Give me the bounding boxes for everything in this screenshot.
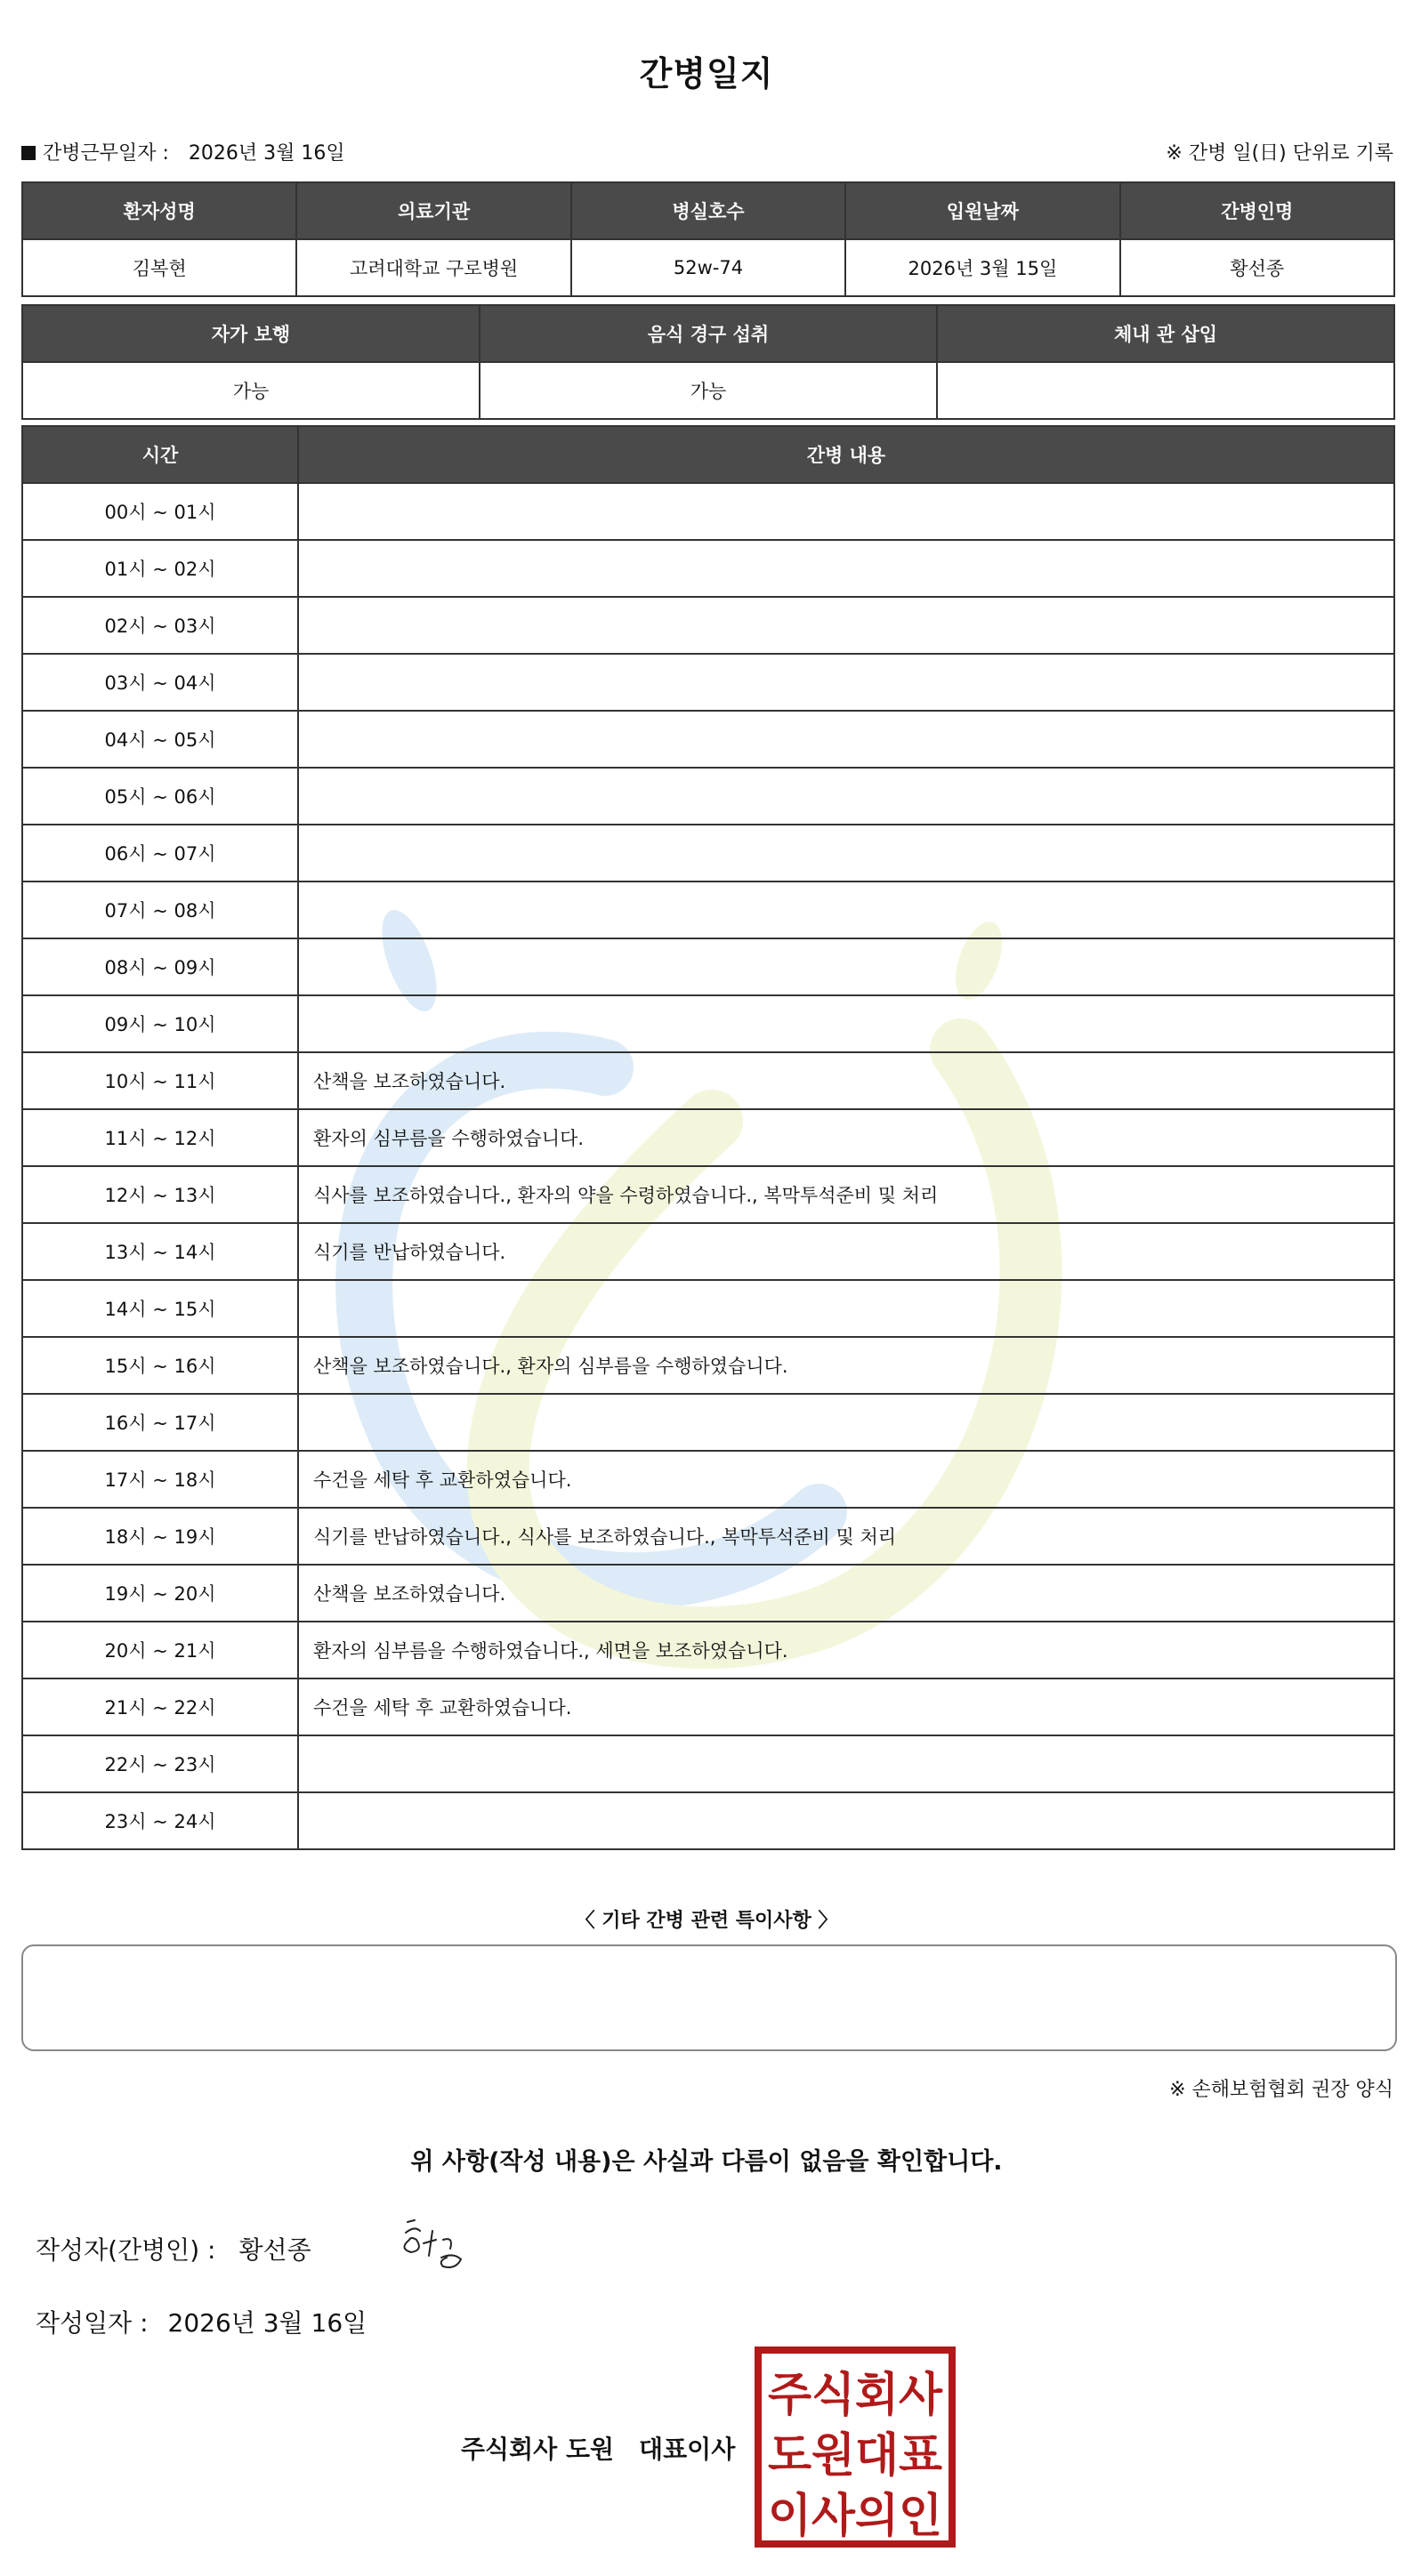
recommended-form-note: ※ 손해보험협회 권장 양식 xyxy=(1169,2079,1393,2101)
care-log-content: 환자의 심부름을 수행하였습니다. xyxy=(298,1109,1394,1166)
care-log-time: 05시 ~ 06시 xyxy=(22,768,298,825)
care-log-row xyxy=(22,995,1394,1052)
care-log-row xyxy=(22,938,1394,995)
care-log-time: 07시 ~ 08시 xyxy=(22,881,298,938)
care-log-time: 14시 ~ 15시 xyxy=(22,1280,298,1337)
hospital-name: 고려대학교 구로병원 xyxy=(296,239,570,296)
record-unit-note: ※ 간병 일(日) 단위로 기록 xyxy=(1166,142,1393,165)
care-log-content: 수건을 세탁 후 교환하였습니다. xyxy=(298,1678,1394,1735)
care-log-time: 02시 ~ 03시 xyxy=(22,597,298,654)
work-date-value: 2026년 3월 16일 xyxy=(188,142,345,165)
care-log-content xyxy=(298,938,1394,995)
confirmation-statement: 위 사항(작성 내용)은 사실과 다름이 없음을 확인합니다. xyxy=(410,2148,1003,2176)
oral-intake-value: 가능 xyxy=(480,362,937,419)
writer-name: 황선종 xyxy=(238,2235,311,2265)
company-name: 주식회사 도원 xyxy=(461,2435,615,2464)
caregiver-name: 황선종 xyxy=(1120,239,1394,296)
care-log-content: 수건을 세탁 후 교환하였습니다. xyxy=(298,1451,1394,1508)
care-log-row xyxy=(22,881,1394,938)
special-notes-box xyxy=(21,1944,1397,2051)
care-log-content: 식사를 보조하였습니다., 환자의 약을 수령하였습니다., 복막투석준비 및 처리 xyxy=(298,1166,1394,1223)
header-caregiver-name: 간병인명 xyxy=(1120,182,1394,239)
care-log-row xyxy=(22,1792,1394,1849)
special-notes-title: 〈 기타 간병 관련 특이사항 〉 xyxy=(575,1910,838,1932)
care-log-content xyxy=(298,1735,1394,1792)
care-log-time: 10시 ~ 11시 xyxy=(22,1052,298,1109)
care-log-row xyxy=(22,1735,1394,1792)
care-log-time: 16시 ~ 17시 xyxy=(22,1394,298,1451)
header-self-walking: 자가 보행 xyxy=(22,305,480,362)
care-log-time: 17시 ~ 18시 xyxy=(22,1451,298,1508)
care-log-time: 20시 ~ 21시 xyxy=(22,1622,298,1678)
header-oral-intake: 음식 경구 섭취 xyxy=(480,305,937,362)
care-log-content xyxy=(298,768,1394,825)
room-number: 52w-74 xyxy=(571,239,845,296)
care-log-row xyxy=(22,1166,1394,1223)
care-log-content xyxy=(298,597,1394,654)
header-tube-insertion: 체내 관 삽입 xyxy=(937,305,1394,362)
header-room-number: 병실호수 xyxy=(571,182,845,239)
care-log-content: 산책을 보조하였습니다. xyxy=(298,1052,1394,1109)
patient-info-table xyxy=(21,181,1395,297)
tube-insertion-value xyxy=(937,362,1394,419)
care-log-content: 산책을 보조하였습니다., 환자의 심부름을 수행하였습니다. xyxy=(298,1337,1394,1394)
care-log-row xyxy=(22,711,1394,768)
care-log-row xyxy=(22,768,1394,825)
care-log-row xyxy=(22,540,1394,597)
work-date-label: 간병근무일자 : xyxy=(43,142,169,165)
care-log-time: 00시 ~ 01시 xyxy=(22,483,298,540)
care-log-row xyxy=(22,1337,1394,1394)
care-log-time: 06시 ~ 07시 xyxy=(22,825,298,881)
care-log-time: 04시 ~ 05시 xyxy=(22,711,298,768)
square-bullet-icon xyxy=(21,146,36,160)
care-log-time: 21시 ~ 22시 xyxy=(22,1678,298,1735)
care-log-time: 22시 ~ 23시 xyxy=(22,1735,298,1792)
work-date-line xyxy=(21,138,345,165)
care-log-content xyxy=(298,540,1394,597)
care-log-row xyxy=(22,1678,1394,1735)
writer-label: 작성자(간병인) : xyxy=(36,2235,216,2265)
care-log-row xyxy=(22,1565,1394,1622)
admission-date: 2026년 3월 15일 xyxy=(845,239,1119,296)
care-log-rows xyxy=(22,483,1394,1849)
care-log-content xyxy=(298,1792,1394,1849)
patient-status-table xyxy=(21,304,1395,420)
handwritten-signature xyxy=(397,2213,477,2275)
care-log-time: 11시 ~ 12시 xyxy=(22,1109,298,1166)
header-patient-name: 환자성명 xyxy=(22,182,296,239)
care-log-time: 08시 ~ 09시 xyxy=(22,938,298,995)
care-log-content xyxy=(298,881,1394,938)
care-log-time: 23시 ~ 24시 xyxy=(22,1792,298,1849)
written-date-value: 2026년 3월 16일 xyxy=(167,2308,367,2338)
document-title: 간병일지 xyxy=(639,54,774,93)
care-log-row xyxy=(22,825,1394,881)
header-care-content: 간병 내용 xyxy=(298,426,1394,483)
patient-name: 김복현 xyxy=(22,239,296,296)
care-log-content: 식기를 반납하였습니다. xyxy=(298,1223,1394,1280)
ceo-title: 대표이사 xyxy=(639,2435,736,2464)
care-log-content xyxy=(298,995,1394,1052)
care-log-time: 03시 ~ 04시 xyxy=(22,654,298,711)
care-log-row xyxy=(22,1223,1394,1280)
care-log-row xyxy=(22,1109,1394,1166)
seal-row-2: 도원대표 xyxy=(768,2429,942,2483)
care-log-row xyxy=(22,1451,1394,1508)
care-log-content xyxy=(298,825,1394,881)
care-log-content: 환자의 심부름을 수행하였습니다., 세면을 보조하였습니다. xyxy=(298,1622,1394,1678)
written-date-line xyxy=(36,2304,367,2339)
care-log-row xyxy=(22,483,1394,540)
header-admission-date: 입원날짜 xyxy=(845,182,1119,239)
seal-row-3: 이사의인 xyxy=(768,2490,942,2543)
header-hospital: 의료기관 xyxy=(296,182,570,239)
care-log-content xyxy=(298,483,1394,540)
care-log-table xyxy=(21,425,1395,1850)
care-log-time: 13시 ~ 14시 xyxy=(22,1223,298,1280)
care-log-row xyxy=(22,1280,1394,1337)
care-log-time: 09시 ~ 10시 xyxy=(22,995,298,1052)
care-log-content: 식기를 반납하였습니다., 식사를 보조하였습니다., 복막투석준비 및 처리 xyxy=(298,1508,1394,1565)
care-log-row xyxy=(22,1622,1394,1678)
care-log-row xyxy=(22,654,1394,711)
writer-line xyxy=(36,2231,311,2266)
care-log-time: 19시 ~ 20시 xyxy=(22,1565,298,1622)
seal-row-1: 주식회사 xyxy=(768,2369,943,2422)
care-log-row xyxy=(22,597,1394,654)
care-log-content xyxy=(298,1394,1394,1451)
written-date-label: 작성일자 : xyxy=(36,2308,149,2338)
care-log-row xyxy=(22,1394,1394,1451)
care-log-content xyxy=(298,654,1394,711)
header-time: 시간 xyxy=(22,426,298,483)
self-walking-value: 가능 xyxy=(22,362,480,419)
care-log-content xyxy=(298,1280,1394,1337)
care-log-content xyxy=(298,711,1394,768)
care-log-row xyxy=(22,1508,1394,1565)
care-log-time: 18시 ~ 19시 xyxy=(22,1508,298,1565)
care-log-time: 01시 ~ 02시 xyxy=(22,540,298,597)
company-line xyxy=(461,2430,735,2466)
care-log-row xyxy=(22,1052,1394,1109)
care-log-time: 12시 ~ 13시 xyxy=(22,1166,298,1223)
care-log-content: 산책을 보조하였습니다. xyxy=(298,1565,1394,1622)
company-seal xyxy=(755,2347,956,2548)
care-log-time: 15시 ~ 16시 xyxy=(22,1337,298,1394)
